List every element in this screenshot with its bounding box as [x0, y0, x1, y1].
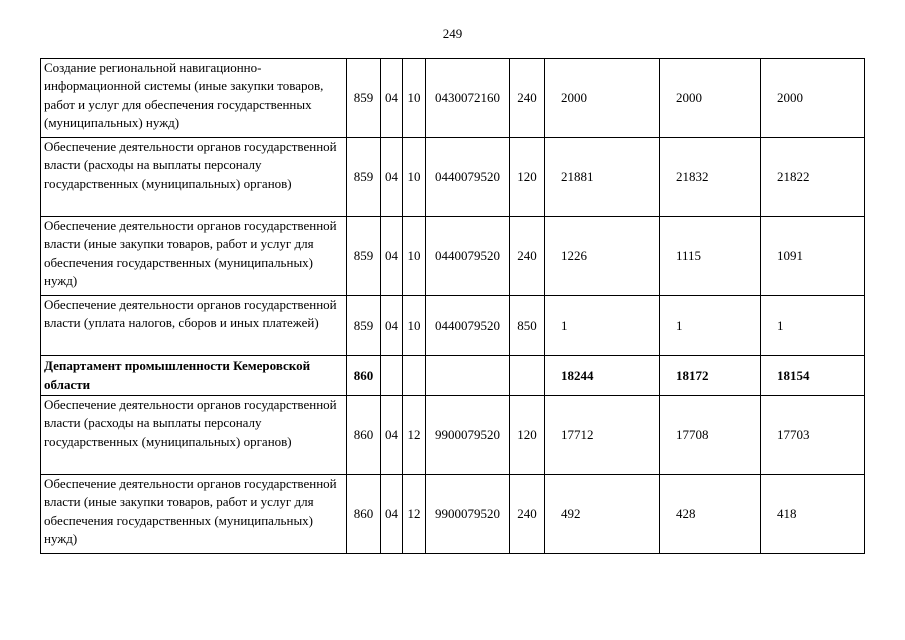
- table-row: [41, 59, 865, 138]
- vr-cell: [510, 356, 545, 396]
- amount-year3: 17703: [761, 396, 865, 475]
- page-number: 249: [442, 26, 463, 41]
- row-name: Обеспечение деятельности органов государственной власти (иные закупки товаров, работ и услуг для обеспечения государственных (муниципальных) нужд): [41, 217, 347, 296]
- rz-cell: 04: [381, 138, 403, 217]
- rz-cell: 04: [381, 296, 403, 356]
- vr-cell: 120: [510, 396, 545, 475]
- amount-year1: 1226: [545, 217, 660, 296]
- pr-cell: 10: [403, 296, 426, 356]
- row-name: Обеспечение деятельности органов государственной власти (расходы на выплаты персоналу государственных (муниципальных) органов): [41, 138, 347, 217]
- ved-cell: 860: [347, 475, 381, 554]
- amount-year2: 1: [660, 296, 761, 356]
- ved-cell: 859: [347, 138, 381, 217]
- amount-year3: 418: [761, 475, 865, 554]
- amount-year1: 2000: [545, 59, 660, 138]
- amount-year2: 2000: [660, 59, 761, 138]
- amount-year3: 2000: [761, 59, 865, 138]
- csr-cell: 9900079520: [426, 396, 510, 475]
- rz-cell: 04: [381, 59, 403, 138]
- row-name: Обеспечение деятельности органов государственной власти (расходы на выплаты персоналу государственных (муниципальных) органов): [41, 396, 347, 475]
- amount-year1: 1: [545, 296, 660, 356]
- pr-cell: 10: [403, 138, 426, 217]
- amount-year2: 21832: [660, 138, 761, 217]
- pr-cell: [403, 356, 426, 396]
- amount-year3: 21822: [761, 138, 865, 217]
- rz-cell: 04: [381, 217, 403, 296]
- vr-cell: 240: [510, 59, 545, 138]
- amount-year3: 1: [761, 296, 865, 356]
- table-row-department: [41, 356, 865, 396]
- csr-cell: 0430072160: [426, 59, 510, 138]
- amount-year1: 17712: [545, 396, 660, 475]
- amount-year1: 21881: [545, 138, 660, 217]
- csr-cell: [426, 356, 510, 396]
- table-row: [41, 138, 865, 217]
- vr-cell: 120: [510, 138, 545, 217]
- amount-year2: 1115: [660, 217, 761, 296]
- ved-cell: 859: [347, 296, 381, 356]
- csr-cell: 9900079520: [426, 475, 510, 554]
- amount-year1: 18244: [545, 356, 660, 396]
- ved-cell: 860: [347, 356, 381, 396]
- table-row: [41, 217, 865, 296]
- budget-table: [40, 58, 865, 554]
- table-row: [41, 475, 865, 554]
- ved-cell: 860: [347, 396, 381, 475]
- rz-cell: 04: [381, 396, 403, 475]
- amount-year2: 428: [660, 475, 761, 554]
- amount-year3: 1091: [761, 217, 865, 296]
- pr-cell: 10: [403, 59, 426, 138]
- csr-cell: 0440079520: [426, 296, 510, 356]
- pr-cell: 12: [403, 475, 426, 554]
- table-row: [41, 296, 865, 356]
- table-row: [41, 396, 865, 475]
- csr-cell: 0440079520: [426, 138, 510, 217]
- amount-year1: 492: [545, 475, 660, 554]
- csr-cell: 0440079520: [426, 217, 510, 296]
- rz-cell: [381, 356, 403, 396]
- rz-cell: 04: [381, 475, 403, 554]
- vr-cell: 240: [510, 217, 545, 296]
- amount-year2: 17708: [660, 396, 761, 475]
- vr-cell: 850: [510, 296, 545, 356]
- pr-cell: 12: [403, 396, 426, 475]
- vr-cell: 240: [510, 475, 545, 554]
- ved-cell: 859: [347, 217, 381, 296]
- row-name: Обеспечение деятельности органов государственной власти (уплата налогов, сборов и иных платежей): [41, 296, 347, 356]
- row-name: Создание региональной навигационно-информационной системы (иные закупки товаров, работ и услуг для обеспечения государственных (муниципальных) нужд): [41, 59, 347, 138]
- department-name: Департамент промышленности Кемеровской области: [41, 356, 347, 396]
- pr-cell: 10: [403, 217, 426, 296]
- ved-cell: 859: [347, 59, 381, 138]
- row-name: Обеспечение деятельности органов государственной власти (иные закупки товаров, работ и услуг для обеспечения государственных (муниципальных) нужд): [41, 475, 347, 554]
- amount-year2: 18172: [660, 356, 761, 396]
- amount-year3: 18154: [761, 356, 865, 396]
